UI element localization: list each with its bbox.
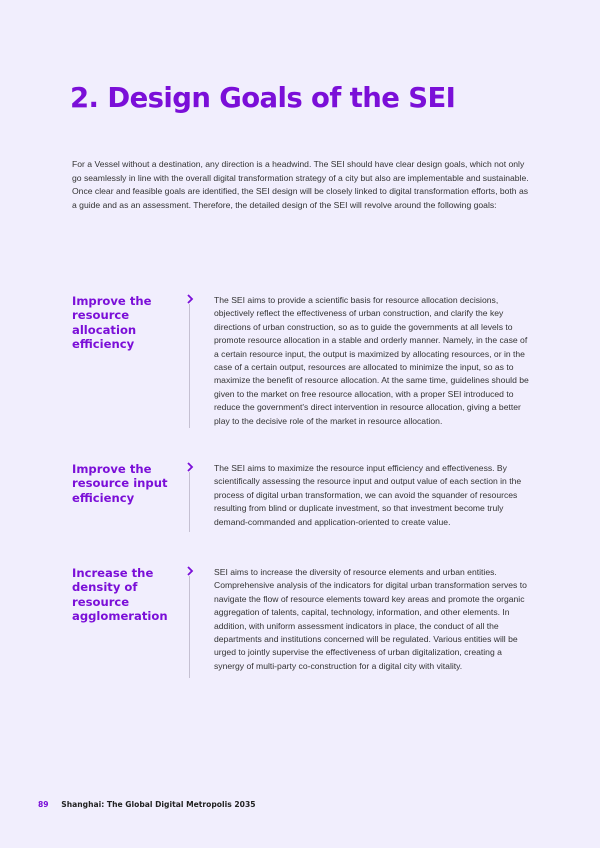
chevron-right-icon: [186, 565, 194, 577]
goal-description: The SEI aims to provide a scientific basis for resource allocation decisions, objectively reflect the effectiveness of urban construction, and clarify the key directions of urban construction, so as to guide the governments at all levels to promote resource allocation in a stable and orderly manner. Namely, in the case of a certain resource input, the output is maximized by allocating resources, or in the case of a certain output, resources are allocated to minimize the input, so as to maximize the benefit of resource allocation. At the same time, guidelines should be given to the market on free resource allocation, with a proper SEI introduced to reduce the government's direct intervention in resource allocation, giving a better play to the decisive role of the market in resource allocation.: [214, 295, 529, 426]
page-number: 89: [38, 800, 49, 809]
goal-divider: [189, 304, 190, 428]
goal-divider: [189, 472, 190, 532]
goal-divider: [189, 576, 190, 678]
chevron-right-icon: [186, 461, 194, 473]
intro-paragraph: For a Vessel without a destination, any direction is a headwind. The SEI should have clear design goals, which not only go seamlessly in line with the overall digital transformation strategy of a city but also are implementable and sustainable. Once clear and feasible goals are identified, the SEI design will be closely linked to digital transformation efforts, both as a guide and as an assessment. Therefore, the detailed design of the SEI will revolve around the following goals:: [72, 159, 529, 210]
publication-title: Shanghai: The Global Digital Metropolis 2035: [61, 800, 256, 809]
chevron-right-icon: [186, 293, 194, 305]
page-title: 2. Design Goals of the SEI: [70, 82, 456, 114]
goal-description: SEI aims to increase the diversity of resource elements and urban entities. Comprehensive analysis of the indicators for digital urban transformation serves to navigate the flow of resource elements toward key areas and promote the organic aggregation of talents, capital, technology, information, and other elements. In addition, with uniform assessment indicators in place, the conduct of all the departments and institutions concerned will be regulated. Various entities will be urged to jointly supervise the effectiveness of urban digitalization, creating a synergy of multi-party co-construction for a digital city with vitality.: [214, 567, 527, 671]
goal-heading: Increase the density of resource agglomeration: [72, 566, 168, 624]
goal-heading: Improve the resource input efficiency: [72, 462, 168, 505]
goal-description: The SEI aims to maximize the resource input efficiency and effectiveness. By scientifically assessing the resource input and output value of each section in the process of digital urban transformation, we can avoid the squander of resources resulting from blind or duplicate investment, so that investment become truly demand-commanded and application-oriented to create value.: [214, 463, 522, 527]
goal-heading: Improve the resource allocation efficiency: [72, 294, 152, 352]
page-footer: [38, 800, 256, 809]
